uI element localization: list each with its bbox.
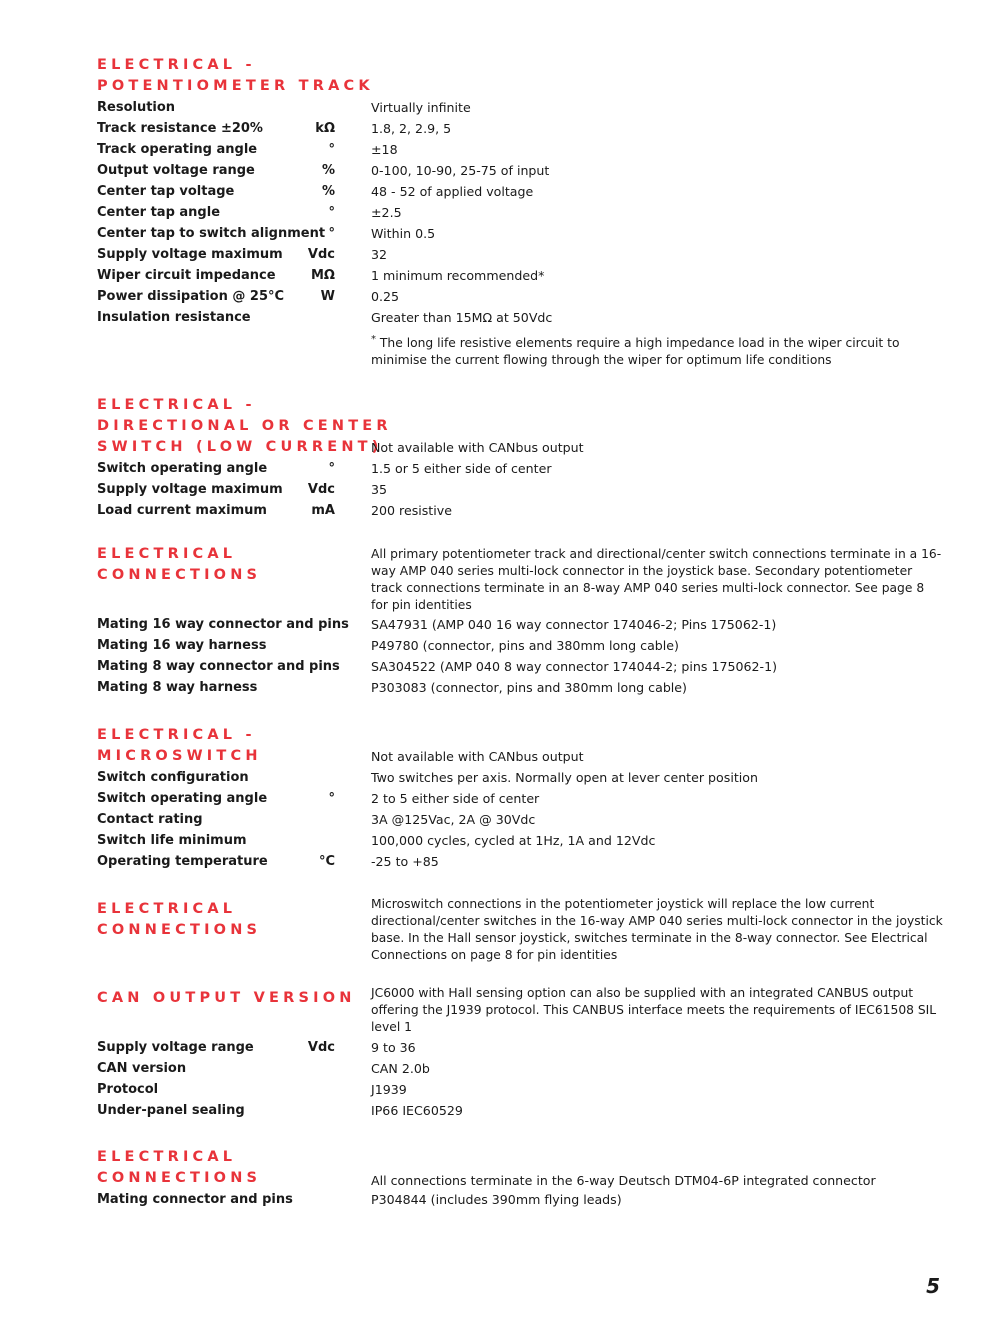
section-heading: CONNECTIONS: [97, 922, 262, 938]
spec-row: [97, 307, 957, 328]
spec-table: [97, 1189, 957, 1210]
spec-value: P304844 (includes 390mm flying leads): [371, 1192, 622, 1207]
section-heading: POTENTIOMETER TRACK: [97, 78, 374, 94]
spec-label: Center tap voltage: [97, 184, 235, 199]
section-electrical-connections-3: [97, 1147, 957, 1210]
spec-value: -25 to +85: [371, 854, 439, 869]
spec-row: [97, 851, 957, 872]
spec-label: Under-panel sealing: [97, 1103, 245, 1118]
section-directional-switch: [97, 395, 957, 521]
spec-label: Center tap to switch alignment: [97, 226, 326, 241]
spec-row: [97, 139, 957, 160]
spec-row: [97, 1189, 957, 1210]
page-number: 5: [926, 1274, 940, 1298]
spec-row: [97, 830, 957, 851]
spec-value: ±2.5: [371, 205, 402, 220]
spec-row: [97, 635, 957, 656]
spec-unit: °: [328, 461, 335, 476]
spec-value: Two switches per axis. Normally open at lever center position: [371, 770, 758, 785]
spec-row: [97, 1058, 957, 1079]
spec-unit: W: [320, 289, 335, 304]
spec-row: [97, 202, 957, 223]
spec-label: CAN version: [97, 1061, 187, 1076]
spec-value: 0.25: [371, 289, 400, 304]
section-heading: ELECTRICAL -: [97, 57, 256, 73]
spec-row: [97, 1079, 957, 1100]
section-heading: MICROSWITCH: [97, 748, 262, 764]
spec-label: Supply voltage maximum: [97, 247, 283, 262]
section-microswitch: [97, 725, 957, 872]
spec-label: Power dissipation @ 25°C: [97, 289, 285, 304]
section-intro: All connections terminate in the 6-way Deutsch DTM04-6P integrated connector: [371, 1173, 876, 1188]
spec-label: Mating 16 way connector and pins: [97, 617, 349, 632]
spec-label: Center tap angle: [97, 205, 221, 220]
section-heading: ELECTRICAL: [97, 901, 237, 917]
spec-label: Switch operating angle: [97, 791, 268, 806]
spec-row: [97, 286, 957, 307]
spec-value: SA304522 (AMP 040 8 way connector 174044-2; pins 175062-1): [371, 659, 777, 674]
spec-unit: °: [328, 791, 335, 806]
spec-table: [97, 1037, 957, 1121]
spec-label: Mating 16 way harness: [97, 638, 267, 653]
spec-row: [97, 244, 957, 265]
spec-label: Mating 8 way harness: [97, 680, 258, 695]
footnote: [371, 331, 943, 369]
spec-row: [97, 265, 957, 286]
spec-unit: %: [321, 163, 335, 178]
spec-table: [97, 97, 957, 328]
spec-row: [97, 500, 957, 521]
spec-unit: kΩ: [315, 121, 335, 136]
spec-value: 48 - 52 of applied voltage: [371, 184, 534, 199]
spec-row: [97, 809, 957, 830]
spec-unit: °C: [318, 854, 335, 869]
section-can-output: [97, 988, 957, 1121]
spec-value: 1.5 or 5 either side of center: [371, 461, 552, 476]
spec-row: [97, 614, 957, 635]
spec-value: 1 minimum recommended*: [371, 268, 545, 283]
spec-label: Resolution: [97, 100, 176, 115]
section-heading: SWITCH (LOW CURRENT): [97, 439, 383, 455]
spec-value: Virtually infinite: [371, 100, 471, 115]
spec-row: [97, 160, 957, 181]
spec-row: [97, 656, 957, 677]
spec-row: [97, 1100, 957, 1121]
spec-value: 9 to 36: [371, 1040, 416, 1055]
spec-value: 100,000 cycles, cycled at 1Hz, 1A and 12Vdc: [371, 833, 656, 848]
spec-row: [97, 118, 957, 139]
spec-unit: mA: [311, 503, 335, 518]
spec-label: Operating temperature: [97, 854, 268, 869]
spec-label: Switch configuration: [97, 770, 249, 785]
spec-row: [97, 788, 957, 809]
spec-label: Track resistance ±20%: [97, 121, 263, 136]
spec-row: [97, 1037, 957, 1058]
spec-label: Switch life minimum: [97, 833, 247, 848]
spec-row: [97, 181, 957, 202]
spec-label: Supply voltage maximum: [97, 482, 283, 497]
spec-value: 1.8, 2, 2.9, 5: [371, 121, 452, 136]
section-intro: Not available with CANbus output: [371, 440, 584, 455]
section-potentiometer-track: [97, 55, 957, 369]
spec-value: 200 resistive: [371, 503, 452, 518]
section-heading: ELECTRICAL: [97, 1149, 237, 1165]
spec-value: 2 to 5 either side of center: [371, 791, 540, 806]
spec-table: [97, 614, 957, 698]
spec-value: ±18: [371, 142, 398, 157]
spec-value: P303083 (connector, pins and 380mm long cable): [371, 680, 687, 695]
spec-label: Protocol: [97, 1082, 159, 1097]
spec-unit: MΩ: [311, 268, 335, 283]
spec-unit: °: [328, 142, 335, 157]
spec-label: Insulation resistance: [97, 310, 251, 325]
section-heading: ELECTRICAL: [97, 546, 237, 562]
spec-row: [97, 677, 957, 698]
spec-value: 3A @125Vac, 2A @ 30Vdc: [371, 812, 536, 827]
spec-label: Switch operating angle: [97, 461, 268, 476]
footnote-text: The long life resistive elements require a high impedance load in the wiper circuit to minimise the current flowing through the wiper for optimum life conditions: [371, 336, 900, 368]
spec-value: SA47931 (AMP 040 16 way connector 174046-2; Pins 175062-1): [371, 617, 777, 632]
spec-value: J1939: [371, 1082, 407, 1097]
section-heading: CONNECTIONS: [97, 1170, 262, 1186]
footnote-marker: *: [371, 334, 376, 345]
spec-unit: Vdc: [307, 1040, 335, 1055]
section-intro: Not available with CANbus output: [371, 749, 584, 764]
spec-value: 0-100, 10-90, 25-75 of input: [371, 163, 550, 178]
spec-unit: °: [328, 205, 335, 220]
section-electrical-connections-2: [97, 897, 957, 962]
section-description: JC6000 with Hall sensing option can also be supplied with an integrated CANBUS output offering the J1939 protocol. This CANBUS interface meets the requirements of IEC61508 SIL level 1: [371, 986, 937, 1034]
spec-row: [97, 767, 957, 788]
spec-value: 35: [371, 482, 388, 497]
section-heading: CAN OUTPUT VERSION: [97, 990, 356, 1006]
section-electrical-connections-1: [97, 544, 957, 698]
spec-label: Wiper circuit impedance: [97, 268, 276, 283]
spec-value: P49780 (connector, pins and 380mm long cable): [371, 638, 679, 653]
section-description: Microswitch connections in the potentiometer joystick will replace the low current directional/center switches in the 16-way AMP 040 series multi-lock connector in the joystick base. In the Hall sensor joystick, switches terminate in the 8-way connector. See Electrical Connections on page 8 for pin identities: [371, 897, 943, 962]
spec-unit: Vdc: [307, 247, 335, 262]
spec-row: [97, 97, 957, 118]
section-heading: CONNECTIONS: [97, 567, 262, 583]
spec-label: Supply voltage range: [97, 1040, 254, 1055]
spec-label: Load current maximum: [97, 503, 267, 518]
spec-table: [97, 458, 957, 521]
section-heading: ELECTRICAL -: [97, 727, 256, 743]
spec-row: [97, 479, 957, 500]
spec-unit: °: [328, 226, 335, 241]
spec-row: [97, 223, 957, 244]
spec-label: Mating connector and pins: [97, 1192, 293, 1207]
spec-value: IP66 IEC60529: [371, 1103, 463, 1118]
spec-unit: Vdc: [307, 482, 335, 497]
spec-label: Output voltage range: [97, 163, 255, 178]
spec-value: Within 0.5: [371, 226, 436, 241]
section-description: All primary potentiometer track and directional/center switch connections terminate in a 16-way AMP 040 series multi-lock connector in the joystick base. Secondary potentiometer track connections terminate in an 8-way AMP 040 series multi-lock connector. See page 8 for pin identities: [371, 547, 942, 612]
spec-unit: %: [321, 184, 335, 199]
section-heading: ELECTRICAL -: [97, 397, 256, 413]
spec-value: 32: [371, 247, 388, 262]
spec-label: Contact rating: [97, 812, 203, 827]
spec-label: Mating 8 way connector and pins: [97, 659, 340, 674]
spec-table: [97, 767, 957, 872]
spec-row: [97, 458, 957, 479]
spec-value: CAN 2.0b: [371, 1061, 430, 1076]
section-heading: DIRECTIONAL OR CENTER: [97, 418, 392, 434]
spec-value: Greater than 15MΩ at 50Vdc: [371, 310, 553, 325]
spec-label: Track operating angle: [97, 142, 258, 157]
